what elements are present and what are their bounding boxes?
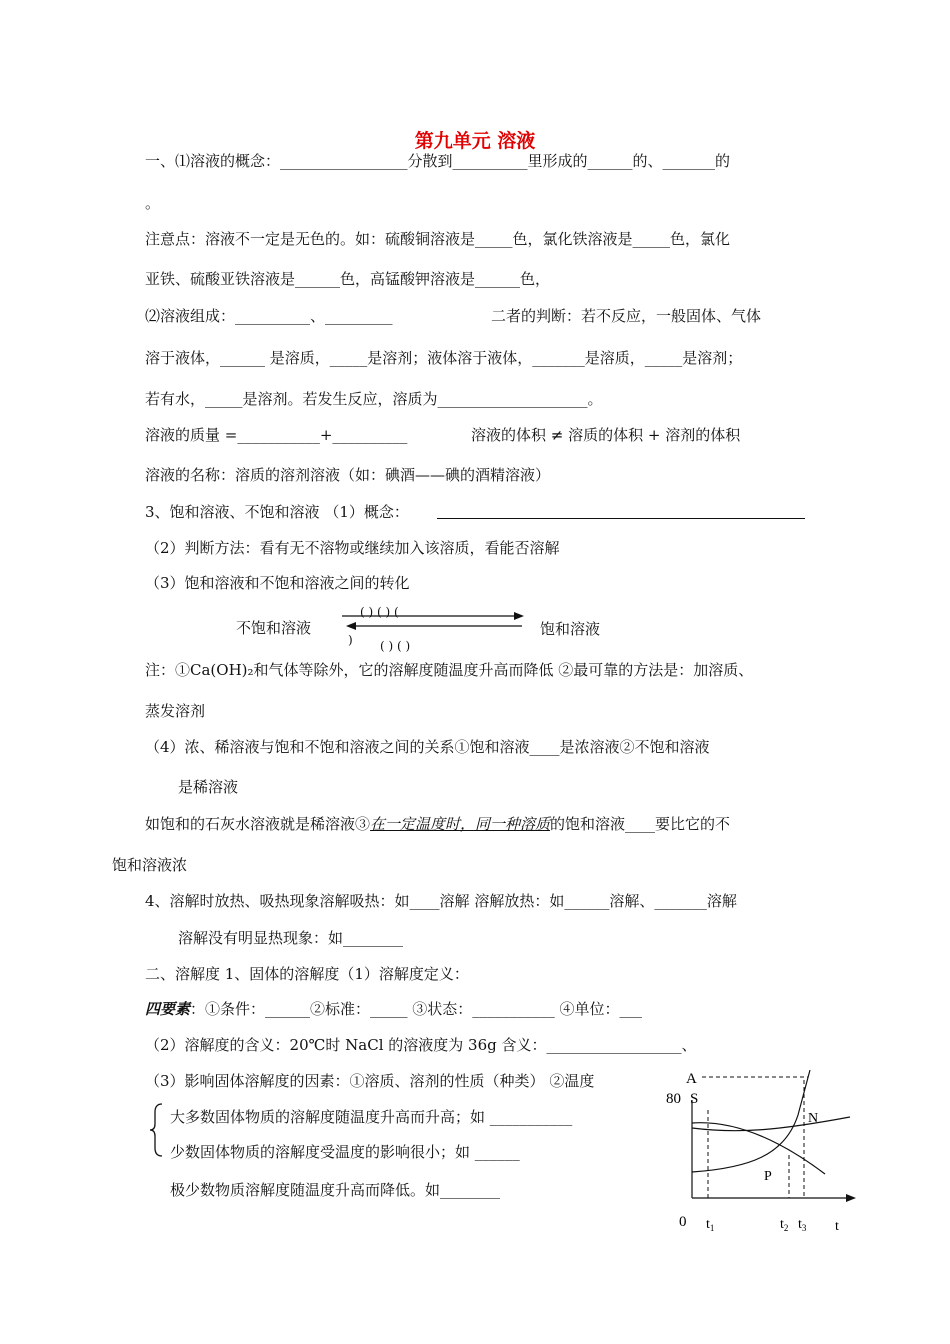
text-line: 蒸发溶剂 — [145, 702, 206, 720]
label-t2: $t_2$ — [780, 1217, 789, 1233]
text-line: 是稀溶液 — [178, 778, 239, 796]
text-line: 注：①Ca(OH)₂和气体等除外，它的溶解度随温度升高而降低 ②最可靠的方法是：加溶质、 — [145, 661, 754, 679]
text-line — [145, 999, 642, 1019]
text-line: 二者的判断：若不反应，一般固体、气体 — [491, 307, 762, 325]
text-line: 注意点：溶液不一定是无色的。如：硫酸铜溶液是_____色，氯化铁溶液是_____色，氯化 — [145, 230, 731, 248]
text-line: 3、饱和溶液、不饱和溶液 （1）概念： — [145, 503, 409, 521]
text-line: （4）浓、稀溶液与饱和不饱和溶液之间的关系①饱和溶液____是浓溶液②不饱和溶液 — [145, 738, 710, 756]
saturated-label: 饱和溶液 — [540, 620, 601, 638]
curly-brace — [148, 1102, 168, 1158]
text-line: 若有水，_____是溶剂。若发生反应，溶质为____________________。 — [145, 390, 603, 408]
text-line: ⑵溶液组成：__________、_________ — [145, 307, 393, 325]
text-line — [145, 814, 730, 834]
text-line: （2）溶解度的含义：20℃时 NaCl 的溶液度为 36g 含义：__________________、 — [145, 1036, 697, 1054]
conversion-top-brackets: ( ) ( ) ( — [360, 605, 399, 619]
four-elements-label: 四要素 — [145, 1000, 191, 1018]
text-line: 饱和溶液浓 — [112, 856, 188, 874]
label-80: 80 — [666, 1091, 681, 1107]
text-line: 大多数固体物质的溶解度随温度升高而升高；如 ___________ — [170, 1108, 573, 1126]
label-N: N — [808, 1111, 819, 1126]
text-line: 亚铁、硫酸亚铁溶液是______色，高锰酸钾溶液是______色， — [145, 270, 551, 288]
solubility-graph — [660, 1060, 860, 1240]
text-segment: ：①条件：______②标准：_____ ③状态：___________ ④单位：___ — [190, 1000, 643, 1018]
label-t3: $t_3$ — [798, 1217, 807, 1233]
label-S: S — [690, 1091, 699, 1107]
label-t-axis: t — [835, 1219, 839, 1234]
text-line: （2）判断方法：看有无不溶物或继续加入该溶质，看能否溶解 — [145, 539, 560, 557]
label-t1: $t_1$ — [706, 1217, 715, 1233]
text-segment: 如饱和的石灰水溶液就是稀溶液③ — [145, 815, 371, 833]
text-line: 。 — [145, 194, 161, 212]
text-line: （3）饱和溶液和不饱和溶液之间的转化 — [145, 574, 410, 592]
text-line: 少数固体物质的溶解度受温度的影响很小；如 ______ — [170, 1143, 520, 1161]
x-axis-arrow — [846, 1194, 856, 1202]
conversion-top-brackets-cont: ) — [348, 633, 353, 647]
text-line: 一、⑴溶液的概念：_________________分散到__________里形成的______的、_______的 — [145, 152, 731, 170]
text-line: 溶液的质量 =___________+__________ — [145, 426, 408, 444]
answer-blank-line — [437, 518, 805, 519]
text-line: 溶液的名称：溶质的溶剂溶液（如：碘酒——碘的酒精溶液） — [145, 466, 551, 484]
text-line: 溶解没有明显热现象：如________ — [178, 929, 404, 947]
text-line: 溶于液体，______ 是溶质，_____是溶剂；液体溶于液体，_______是溶质，_____是溶剂； — [145, 349, 743, 367]
unsaturated-label: 不饱和溶液 — [236, 619, 312, 637]
text-line: 溶液的体积 ≠ 溶质的体积 + 溶剂的体积 — [471, 426, 741, 444]
text-line: 二、溶解度 1、固体的溶解度（1）溶解度定义： — [145, 965, 469, 983]
page-title: 第九单元 溶液 — [414, 130, 536, 152]
label-P: P — [764, 1169, 772, 1184]
text-line: 极少数物质溶解度随温度升高而降低。如________ — [170, 1181, 501, 1199]
conversion-arrows — [340, 608, 530, 634]
conversion-bottom-brackets: ( ) ( ) — [380, 639, 411, 653]
text-segment: 的饱和溶液____要比它的不 — [550, 815, 731, 833]
emphasis-text: 在一定温度时，同一种溶质 — [370, 815, 551, 833]
text-line: （3）影响固体溶解度的因素：①溶质、溶剂的性质（种类） ②温度 — [145, 1072, 595, 1090]
label-origin: 0 — [679, 1214, 687, 1230]
text-line: 4、溶解时放热、吸热现象溶解吸热：如____溶解 溶解放热：如______溶解、_______溶解 — [145, 892, 737, 910]
label-A: A — [686, 1071, 697, 1087]
curve-A — [692, 1070, 810, 1172]
